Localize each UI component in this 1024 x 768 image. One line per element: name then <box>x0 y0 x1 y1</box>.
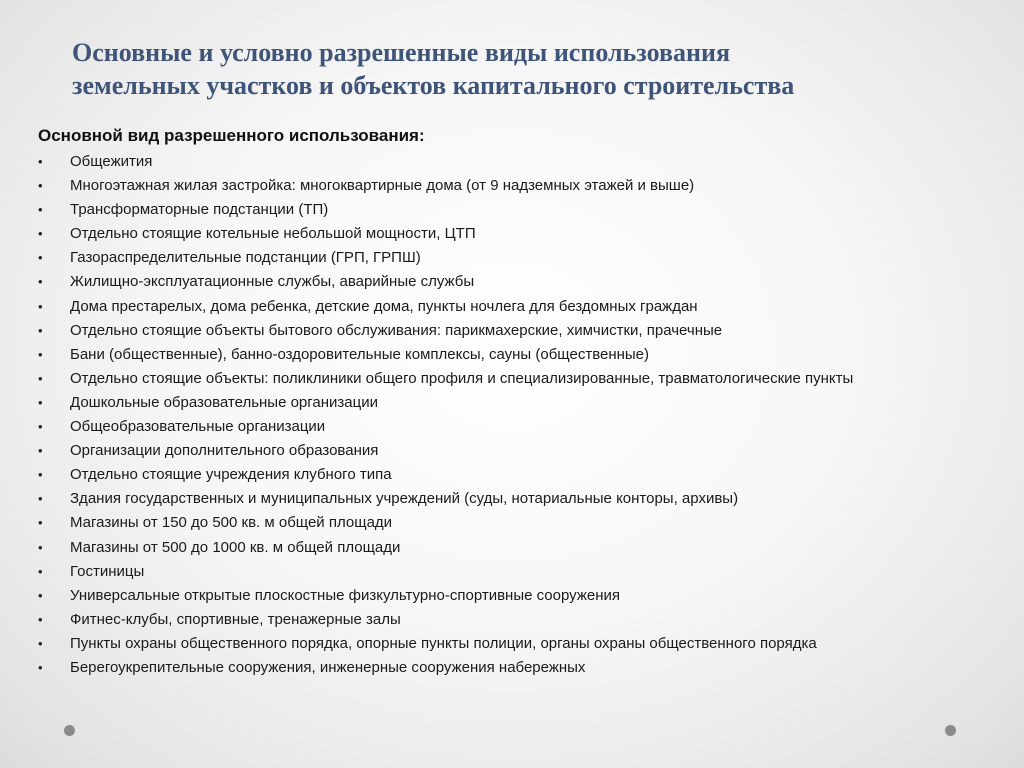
list-item-text: Магазины от 150 до 500 кв. м общей площади <box>70 514 393 532</box>
list-item <box>38 391 998 415</box>
bullet-icon: • <box>38 491 43 507</box>
list-item <box>38 536 998 560</box>
list-item-text: Пункты охраны общественного порядка, опорные пункты полиции, органы охраны общественного порядка <box>70 634 817 652</box>
list-item <box>38 319 998 343</box>
bullet-icon: • <box>38 659 43 675</box>
list-item-text: Берегоукрепительные сооружения, инженерные сооружения набережных <box>70 658 586 676</box>
list-item-text: Магазины от 500 до 1000 кв. м общей площади <box>70 538 401 556</box>
list-item <box>38 150 998 174</box>
list-item <box>38 367 998 391</box>
list-item-text: Гостиницы <box>70 562 145 580</box>
list-item-text: Отдельно стоящие объекты бытового обслуживания: парикмахерские, химчистки, прачечные <box>70 321 723 339</box>
bullet-icon: • <box>38 635 43 651</box>
section-subtitle: Основной вид разрешенного использования: <box>38 126 425 145</box>
list-item <box>38 463 998 487</box>
list-item <box>38 511 998 535</box>
list-item-text: Жилищно-эксплуатационные службы, аварийные службы <box>70 273 475 291</box>
list-item <box>38 608 998 632</box>
slide-title-line-1: Основные и условно разрешенные виды использования <box>72 38 731 67</box>
bullet-icon: • <box>38 419 43 435</box>
list-item <box>38 656 998 680</box>
list-item-text: Дошкольные образовательные организации <box>70 393 378 411</box>
bullet-icon: • <box>38 322 43 338</box>
bullet-icon: • <box>38 443 43 459</box>
next-slide-dot-icon[interactable] <box>945 725 956 736</box>
list-item-text: Отдельно стоящие объекты: поликлиники общего профиля и специализированные, травматологические пункты <box>70 369 854 387</box>
bullet-icon: • <box>38 226 43 242</box>
list-item <box>38 415 998 439</box>
list-item-text: Универсальные открытые плоскостные физкультурно-спортивные сооружения <box>70 586 620 604</box>
list-item <box>38 198 998 222</box>
list-item-text: Общеобразовательные организации <box>70 418 326 436</box>
list-item-text: Общежития <box>70 153 153 170</box>
list-item <box>38 560 998 584</box>
bullet-icon: • <box>38 274 43 290</box>
list-item-text: Отдельно стоящие учреждения клубного типа <box>70 466 392 484</box>
list-item-text: Здания государственных и муниципальных учреждений (суды, нотариальные конторы, архивы) <box>70 490 739 508</box>
list-item <box>38 584 998 608</box>
list-item-text: Фитнес-клубы, спортивные, тренажерные залы <box>70 610 401 628</box>
bullet-icon: • <box>38 250 43 266</box>
list-item <box>38 295 998 319</box>
list-item <box>38 343 998 367</box>
list-item-text: Трансформаторные подстанции (ТП) <box>70 201 329 219</box>
bullet-icon: • <box>38 394 43 410</box>
bullet-icon: • <box>38 611 43 627</box>
bullet-icon: • <box>38 178 43 194</box>
usage-list <box>38 150 998 680</box>
list-item <box>38 439 998 463</box>
list-item <box>38 270 998 294</box>
list-item-text: Дома престарелых, дома ребенка, детские дома, пункты ночлега для бездомных граждан <box>70 297 698 315</box>
list-item-text: Газораспределительные подстанции (ГРП, ГРПШ) <box>70 249 421 267</box>
bullet-icon: • <box>38 202 43 218</box>
bullet-icon: • <box>38 370 43 386</box>
list-item-text: Отдельно стоящие котельные небольшой мощности, ЦТП <box>70 225 476 243</box>
list-item <box>38 174 998 198</box>
bullet-icon: • <box>38 539 43 555</box>
list-item-text: Многоэтажная жилая застройка: многоквартирные дома (от 9 надземных этажей и выше) <box>70 177 695 195</box>
bullet-icon: • <box>38 298 43 314</box>
list-item <box>38 222 998 246</box>
bullet-icon: • <box>38 467 43 483</box>
bullet-icon: • <box>38 346 43 362</box>
prev-slide-dot-icon[interactable] <box>64 725 75 736</box>
bullet-icon: • <box>38 563 43 579</box>
list-item <box>38 487 998 511</box>
bullet-icon: • <box>38 587 43 603</box>
bullet-icon: • <box>38 515 43 531</box>
list-item <box>38 632 998 656</box>
list-item-text: Организации дополнительного образования <box>70 442 379 460</box>
slide-title <box>72 36 972 102</box>
slide-title-line-2: земельных участков и объектов капитального строительства <box>72 71 795 100</box>
list-item-text: Бани (общественные), банно-оздоровительные комплексы, сауны (общественные) <box>70 345 650 363</box>
list-item <box>38 246 998 270</box>
bullet-icon: • <box>38 154 43 169</box>
